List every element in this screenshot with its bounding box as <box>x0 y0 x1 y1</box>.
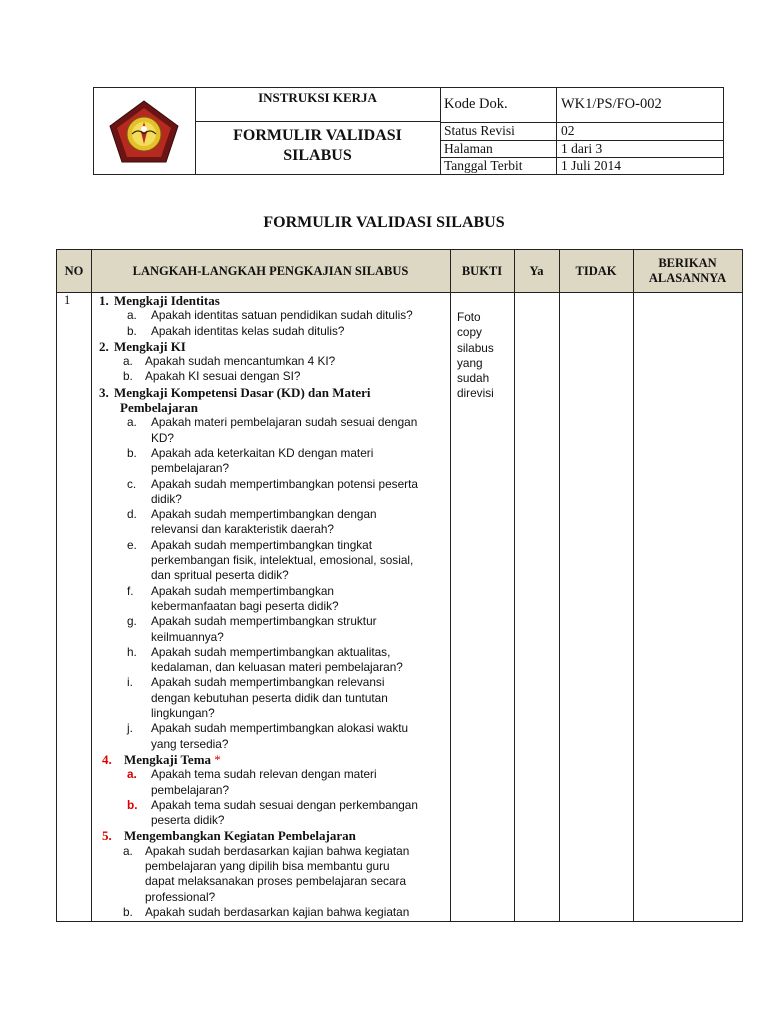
section-heading: 4. Mengkaji Tema * <box>102 751 221 767</box>
list-item: b. Apakah sudah berdasarkan kajian bahwa kegiatan <box>123 904 410 919</box>
meta-kode-dok: Kode Dok. WK1/PS/FO-002 <box>440 88 723 123</box>
list-item: j. Apakah sudah mempertimbangkan alokasi waktu yang tersedia? <box>127 721 409 751</box>
section-heading: 1. Mengkaji Identitas <box>99 293 220 308</box>
list-item: b. Apakah identitas kelas sudah ditulis? <box>127 323 345 338</box>
meta-tanggal-terbit: Tanggal Terbit 1 Juli 2014 <box>444 158 622 173</box>
institution-logo-icon <box>94 88 195 174</box>
column-header-bukti: BUKTI <box>461 263 503 278</box>
list-item: a. Apakah materi pembelajaran sudah sesuai dengan KD? <box>127 415 418 445</box>
list-item: b. Apakah tema sudah sesuai dengan perkembangan peserta didik? <box>127 797 418 828</box>
column-header-ya: Ya <box>529 263 544 278</box>
list-item: g. Apakah sudah mempertimbangkan struktur keilmuannya? <box>127 614 377 644</box>
list-item: e. Apakah sudah mempertimbangkan tingkat perkembangan fisik, intelektual, emosional, sosial, dan spritual peserta didik? <box>127 537 414 583</box>
meta-halaman: Halaman 1 dari 3 <box>440 140 723 158</box>
checklist-content <box>99 293 447 920</box>
column-header-alasan: BERIKAN ALASANNYA <box>648 256 727 285</box>
column-header-langkah: LANGKAH-LANGKAH PENGKAJIAN SILABUS <box>132 263 409 278</box>
list-item: a. Apakah identitas satuan pendidikan sudah ditulis? <box>127 308 413 323</box>
list-item: a. Apakah sudah berdasarkan kajian bahwa kegiatan pembelajaran yang dipilih bisa membantu guru dapat melaksanakan proses pembelajaran secara professional? <box>123 843 410 904</box>
form-title: FORMULIR VALIDASI SILABUS <box>233 127 402 164</box>
row-number: 1 <box>64 293 71 307</box>
document-header <box>93 87 724 175</box>
list-item: c. Apakah sudah mempertimbangkan potensi peserta didik? <box>127 476 418 506</box>
document-meta <box>440 88 723 174</box>
header-title-cell <box>195 88 441 174</box>
meta-status-revisi: Status Revisi 02 <box>440 122 723 141</box>
section-heading: 2. Mengkaji KI <box>99 338 186 354</box>
table-header <box>57 250 742 293</box>
list-item: a. Apakah sudah mencantumkan 4 KI? <box>123 354 336 369</box>
list-item: d. Apakah sudah mempertimbangkan dengan relevansi dan karakteristik daerah? <box>127 507 377 537</box>
bukti-text: Foto copy silabus yang sudah direvisi <box>457 310 494 401</box>
list-item: i. Apakah sudah mempertimbangkan relevansi dengan kebutuhan peserta didik dan tuntutan lingkungan? <box>127 675 388 721</box>
page-title: FORMULIR VALIDASI SILABUS <box>263 214 505 231</box>
list-item: h. Apakah sudah mempertimbangkan aktualitas, kedalaman, dan keluasan materi pembelajaran? <box>127 644 403 675</box>
column-header-tidak: TIDAK <box>575 263 617 278</box>
list-item: f. Apakah sudah mempertimbangkan kebermanfaatan bagi peserta didik? <box>127 583 339 613</box>
section-heading: 3. Mengkaji Kompetensi Dasar (KD) dan Materi Pembelajaran <box>99 384 371 416</box>
section-heading: 5. Mengembangkan Kegiatan Pembelajaran <box>102 828 356 844</box>
column-header-no: NO <box>64 263 84 278</box>
logo-cell <box>94 88 196 174</box>
list-item: b. Apakah KI sesuai dengan SI? <box>123 369 301 384</box>
list-item: a. Apakah tema sudah relevan dengan materi pembelajaran? <box>127 767 377 797</box>
list-item: b. Apakah ada keterkaitan KD dengan materi pembelajaran? <box>127 445 374 476</box>
instruksi-kerja-label: INSTRUKSI KERJA <box>195 88 440 122</box>
validation-table <box>56 249 743 922</box>
